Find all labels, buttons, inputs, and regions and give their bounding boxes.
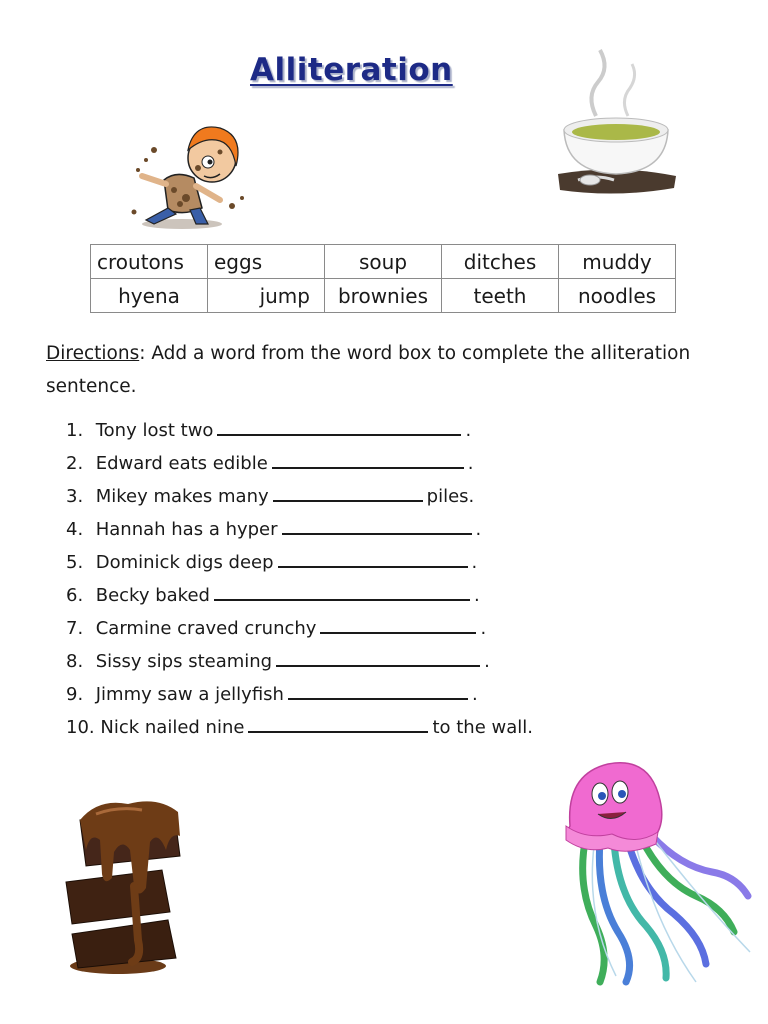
- question-item: [66, 647, 666, 680]
- question-ending: .: [471, 684, 478, 705]
- word-box-cell: muddy: [559, 245, 676, 279]
- question-ending: piles.: [426, 486, 475, 507]
- answer-blank[interactable]: [276, 647, 480, 667]
- question-number: 9.: [66, 684, 84, 705]
- word-box-cell: soup: [325, 245, 442, 279]
- worksheet-title: Alliteration: [250, 52, 453, 88]
- answer-blank[interactable]: [278, 548, 468, 568]
- word-box-cell: eggs: [208, 245, 325, 279]
- question-number: 4.: [66, 519, 84, 540]
- word-box-table: [90, 244, 676, 313]
- question-ending: .: [467, 453, 474, 474]
- directions-paragraph: [46, 337, 726, 403]
- question-text: Carmine craved crunchy: [95, 618, 317, 639]
- question-text: Becky baked: [95, 585, 210, 606]
- answer-blank[interactable]: [217, 416, 461, 436]
- answer-blank[interactable]: [282, 515, 472, 535]
- answer-blank[interactable]: [214, 581, 470, 601]
- question-ending: .: [475, 519, 482, 540]
- word-box-cell: croutons: [91, 245, 208, 279]
- answer-blank[interactable]: [272, 449, 464, 469]
- question-number: 2.: [66, 453, 84, 474]
- answer-blank[interactable]: [320, 614, 476, 634]
- question-number: 7.: [66, 618, 84, 639]
- question-item: [66, 482, 666, 515]
- question-number: 6.: [66, 585, 84, 606]
- directions-label: Directions: [46, 343, 140, 364]
- question-item: [66, 614, 666, 647]
- question-item: [66, 713, 666, 746]
- word-box-cell: teeth: [442, 279, 559, 313]
- word-box-cell: ditches: [442, 245, 559, 279]
- question-ending: .: [484, 651, 490, 672]
- question-ending: to the wall.: [432, 717, 533, 738]
- word-box-cell: brownies: [325, 279, 442, 313]
- question-ending: .: [473, 585, 480, 606]
- word-box-row: [91, 279, 676, 313]
- muddy-boy-illustration: [124, 120, 249, 232]
- answer-blank[interactable]: [248, 713, 428, 733]
- question-number: 3.: [66, 486, 84, 507]
- directions-text: : Add a word from the word box to complete the alliteration sentence.: [46, 343, 691, 397]
- answer-blank[interactable]: [273, 482, 423, 502]
- question-number: 10.: [66, 717, 95, 738]
- question-text: Sissy sips steaming: [95, 651, 273, 672]
- question-item: [66, 515, 666, 548]
- word-box-cell: hyena: [91, 279, 208, 313]
- question-item: [66, 548, 666, 581]
- question-ending: .: [465, 420, 472, 441]
- question-ending: .: [471, 552, 478, 573]
- word-box-cell: noodles: [559, 279, 676, 313]
- question-number: 5.: [66, 552, 84, 573]
- answer-blank[interactable]: [288, 680, 468, 700]
- question-item: [66, 680, 666, 713]
- question-number: 1.: [66, 420, 84, 441]
- question-list: [66, 416, 666, 746]
- question-text: Nick nailed nine: [100, 717, 245, 738]
- jellyfish-illustration: [556, 756, 752, 986]
- question-ending: .: [480, 618, 487, 639]
- word-box-cell: jump: [208, 279, 325, 313]
- question-number: 8.: [66, 651, 84, 672]
- question-item: [66, 449, 666, 482]
- question-text: Jimmy saw a jellyfish: [95, 684, 284, 705]
- soup-bowl-illustration: [556, 46, 678, 196]
- word-box-row: [91, 245, 676, 279]
- question-text: Tony lost two: [95, 420, 214, 441]
- question-text: Dominick digs deep: [95, 552, 274, 573]
- question-item: [66, 416, 666, 449]
- question-item: [66, 581, 666, 614]
- question-text: Mikey makes many: [95, 486, 269, 507]
- question-text: Hannah has a hyper: [95, 519, 278, 540]
- question-text: Edward eats edible: [95, 453, 268, 474]
- brownies-illustration: [58, 790, 198, 980]
